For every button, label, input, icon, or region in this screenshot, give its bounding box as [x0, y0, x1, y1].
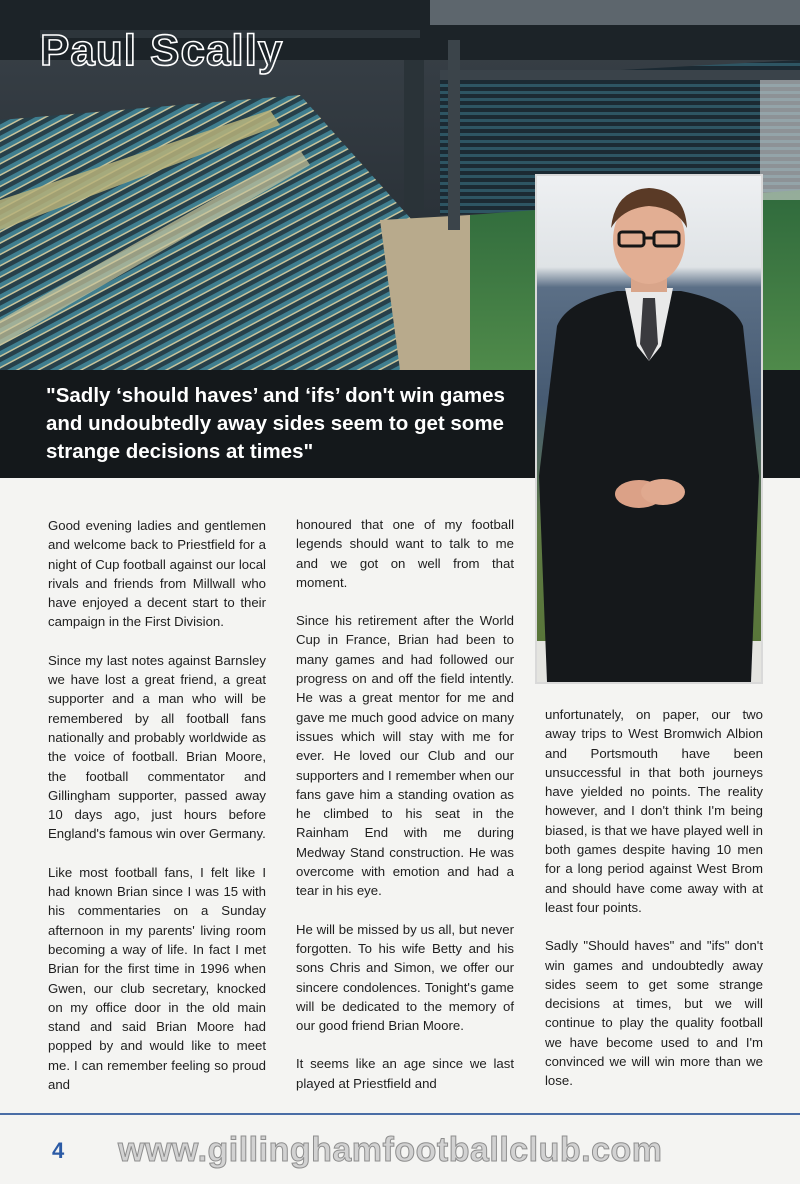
paragraph: Since his retirement after the World Cup in France, Brian had been to many games and had followed our progress on and off the field intently. He was a great mentor for me and gave me much good advice on many issues which will stay with me for ever. He loved our Club and our supporters and I remember when our fans gave him a standing ovation as he climbed to his seat in the Rainham End with me during Medway Stand construction. He was overcome with emotion and had a tear in his eye. — [296, 613, 514, 899]
paragraph: Since my last notes against Barnsley we have lost a great friend, a great supporter and a man who will be remembered by all football fans nationally and probably worldwide as the voice of football. Brian Moore, the football commentator and Gillingham supporter, passed away 10 days ago, just hours before England's famous win over Germany. — [48, 652, 266, 842]
man-in-suit-photo — [537, 176, 761, 682]
footer-divider — [0, 1113, 800, 1115]
article-column-2 — [296, 515, 514, 1112]
paragraph: Sadly "Should haves" and "ifs" don't win games and undoubtedly away sides seem to get some strange decisions at times, but we will continue to play the quality football we have become used to and I'm convinced we will win more than we lose. — [545, 938, 763, 1089]
page-number: 4 — [52, 1138, 65, 1163]
portrait-photo — [535, 174, 763, 684]
article-column-3 — [545, 705, 763, 1110]
paragraph: honoured that one of my football legends should want to talk to me and we got on well from that moment. — [296, 517, 514, 590]
pull-quote: "Sadly ‘should haves’ and ‘ifs’ don't win games and undoubtedly away sides seem to get some strange decisions at times" — [46, 384, 505, 463]
article-column-1 — [48, 516, 266, 1113]
paragraph: unfortunately, on paper, our two away trips to West Bromwich Albion and Portsmouth have been unsuccessful in that both journeys have yielded no points. The reality however, and I don't think I'm being biased, is that we have played well in both games despite having 10 men for a long period against West Brom and should have come away with at least four points. — [545, 707, 763, 915]
page-title: Paul Scally — [40, 26, 284, 75]
paragraph: It seems like an age since we last played at Priestfield and — [296, 1056, 514, 1091]
website-url: www.gillinghamfootballclub.com — [118, 1131, 663, 1169]
paragraph: Good evening ladies and gentlemen and welcome back to Priestfield for a night of Cup football against our local rivals and friends from Millwall who have enjoyed a decent start to their campaign in the First Division. — [48, 518, 266, 630]
paragraph: Like most football fans, I felt like I had known Brian since I was 15 with his commentaries on a Sunday afternoon in my parents' living room becoming a way of life. In fact I met Brian for the first time in 1996 when Gwen, our club secretary, knocked on my office door in the old main stand and said Brian Moore had popped by and would like to meet me. I can remember feeling so proud and — [48, 864, 266, 1093]
paragraph: He will be missed by us all, but never forgotten. To his wife Betty and his sons Chris and Simon, we offer our sincere condolences. Tonight's game will be dedicated to the memory of our good friend Brian Moore. — [296, 921, 514, 1034]
